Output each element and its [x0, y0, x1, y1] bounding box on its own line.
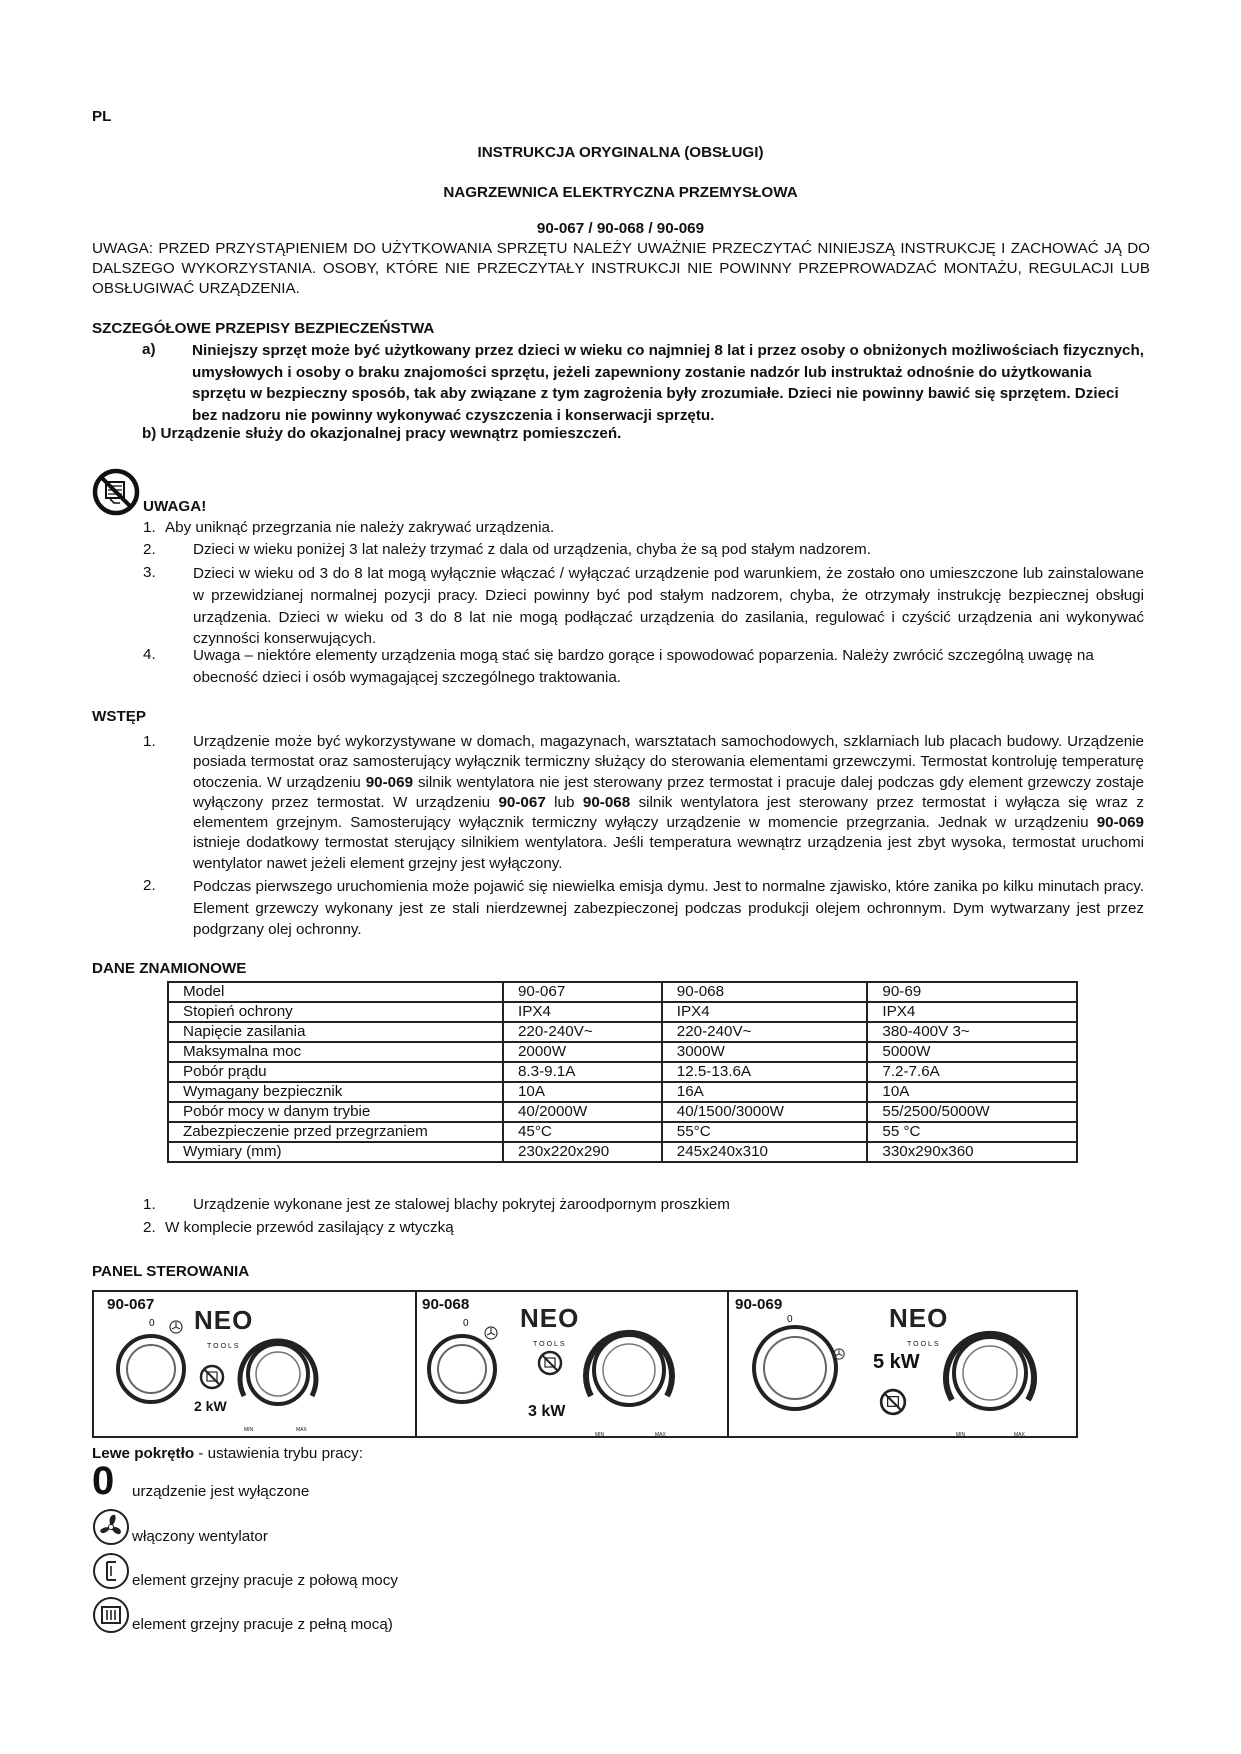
no-cover-warning-icon	[92, 468, 140, 516]
table-cell: 90-068	[662, 982, 868, 1002]
intro-heading: WSTĘP	[92, 708, 147, 725]
table-cell: 220-240V~	[503, 1022, 662, 1042]
model-numbers: 90-067 / 90-068 / 90-069	[536, 220, 705, 237]
table-cell: Stopień ochrony	[168, 1002, 503, 1022]
half-power-icon	[92, 1552, 130, 1590]
intro-p1-number: 1.	[143, 733, 156, 750]
no-cover-icon	[199, 1364, 225, 1390]
document-title: INSTRUKCJA ORYGINALNA (OBSŁUGI)	[477, 144, 764, 161]
table-cell: Zabezpieczenie przed przegrzaniem	[168, 1122, 503, 1142]
caution-item-1-number: 1.	[143, 519, 156, 536]
legend-item-fan: włączony wentylator	[132, 1528, 268, 1545]
table-cell: Pobór prądu	[168, 1062, 503, 1082]
table-cell: 55°C	[662, 1122, 868, 1142]
panel-model-label: 90-068	[422, 1296, 470, 1313]
table-cell: 2000W	[503, 1042, 662, 1062]
table-cell: 380-400V 3~	[867, 1022, 1077, 1042]
intro-p1-text-c: lub	[545, 793, 583, 811]
fan-icon	[833, 1348, 845, 1360]
intro-p2-number: 2.	[143, 877, 156, 894]
table-cell: Model	[168, 982, 503, 1002]
table-cell: Wymiary (mm)	[168, 1142, 503, 1162]
model-ref-90-069: 90-069	[365, 773, 414, 791]
table-cell: 12.5-13.6A	[662, 1062, 868, 1082]
table-row	[168, 1062, 1077, 1082]
ratings-table	[167, 981, 1078, 1163]
thermostat-knob[interactable]	[939, 1322, 1041, 1424]
no-cover-icon	[537, 1350, 563, 1376]
dial-zero-mark: 0	[149, 1318, 155, 1329]
safety-item-a: Niniejszy sprzęt może być użytkowany przez dzieci w wieku co najmniej 8 lat i przez osoby o obniżonych możliwościach fizycznych, umysłowych i osoby o braku znajomości sprzętu, jeżeli zapewniony zostanie nadzór lub instruktaż odnośnie do użytkowania sprzętu w bezpieczny sposób, tak aby związane z tym zagrożenia były zrozumiałe. Dzieci nie powinny bawić się sprzętem. Dzieci bez nadzoru nie powinny wykonywać czyszczenia i konserwacji sprzętu.	[192, 342, 1144, 424]
table-cell: 330x290x360	[867, 1142, 1077, 1162]
legend-item-half-power: element grzejny pracuje z połową mocy	[132, 1572, 398, 1589]
off-zero-icon: 0	[92, 1459, 115, 1503]
table-row	[168, 1122, 1077, 1142]
table-row	[168, 1002, 1077, 1022]
table-cell: 90-69	[867, 982, 1077, 1002]
brand-logo: NEO	[889, 1303, 949, 1333]
mode-knob[interactable]	[425, 1332, 499, 1406]
max-label: MAX	[655, 1432, 666, 1438]
full-power-icon	[92, 1596, 130, 1634]
legend-item-full-power: element grzejny pracuje z pełną mocą)	[132, 1616, 393, 1633]
min-label: MIN	[595, 1432, 605, 1438]
note-2-number: 2.	[143, 1219, 156, 1236]
thermostat-knob[interactable]	[579, 1320, 679, 1420]
power-label: 3 kW	[528, 1403, 566, 1420]
intro-p1-text-d: silnik wentylatora jest sterowany przez termostat i wyłącza się wraz z elementem grzejnym. Samosterujący wyłącznik termiczny wyłączy urządzenie w momencie przegrzania. Jednak w urządzeniu	[193, 793, 1144, 832]
brand-sub: TOOLS	[207, 1343, 241, 1350]
ratings-heading: DANE ZNAMIONOWE	[92, 960, 247, 977]
dial-zero-mark: 0	[463, 1318, 469, 1329]
table-cell: 45°C	[503, 1122, 662, 1142]
caution-item-3-number: 3.	[143, 564, 156, 581]
table-cell: 230x220x290	[503, 1142, 662, 1162]
note-2: W komplecie przewód zasilający z wtyczką	[165, 1219, 454, 1236]
intro-paragraph-1	[193, 732, 1144, 874]
caution-item-2: Dzieci w wieku poniżej 3 lat należy trzymać z dala od urządzenia, chyba że są pod stałym nadzorem.	[193, 541, 871, 558]
thermostat-knob[interactable]	[234, 1330, 322, 1418]
caution-heading: UWAGA!	[143, 498, 207, 515]
power-label: 5 kW	[873, 1351, 920, 1373]
note-1-number: 1.	[143, 1196, 156, 1213]
model-ref-90-069-b: 90-069	[1096, 814, 1144, 832]
max-label: MAX	[296, 1427, 307, 1433]
max-label: MAX	[1014, 1432, 1025, 1438]
table-cell: Pobór mocy w danym trybie	[168, 1102, 503, 1122]
legend-lead-rest: - ustawienia trybu pracy:	[194, 1445, 363, 1462]
note-1: Urządzenie wykonane jest ze stalowej blachy pokrytej żaroodpornym proszkiem	[193, 1196, 730, 1213]
table-row	[168, 1142, 1077, 1162]
min-label: MIN	[956, 1432, 966, 1438]
table-cell: 40/1500/3000W	[662, 1102, 868, 1122]
panel-model-label: 90-069	[735, 1296, 783, 1313]
panel-model-label: 90-067	[107, 1296, 155, 1313]
fan-icon	[484, 1326, 498, 1340]
table-cell: 55 °C	[867, 1122, 1077, 1142]
legend-item-off: urządzenie jest wyłączone	[132, 1483, 310, 1500]
panel-90-068	[417, 1290, 729, 1438]
intro-p1-text-e: istnieje dodatkowy termostat sterujący silnikiem wentylatora. Jeśli temperatura wewnątrz urządzenia jest zbyt wysoka, termostat uruchomi wentylator nawet jeżeli element grzejny jest wyłączony.	[193, 834, 1144, 872]
table-cell: IPX4	[503, 1002, 662, 1022]
mode-knob[interactable]	[114, 1332, 188, 1406]
panel-heading: PANEL STEROWANIA	[92, 1263, 250, 1280]
min-label: MIN	[244, 1427, 254, 1433]
warning-intro: UWAGA: PRZED PRZYSTĄPIENIEM DO UŻYTKOWANIA SPRZĘTU NALEŻY UWAŻNIE PRZECZYTAĆ NINIEJSZĄ INSTRUKCJĘ I ZACHOWAĆ JĄ DO DALSZEGO WYKORZYSTANIA. OSOBY, KTÓRE NIE PRZECZYTAŁY INSTRUKCJI NIE POWINNY PRZEPROWADZAĆ MONTAŻU, REGULACJI LUB OBSŁUGIWAĆ URZĄDZENIA.	[92, 240, 1150, 297]
brand-logo: NEO	[520, 1303, 580, 1333]
no-cover-icon	[879, 1388, 907, 1416]
table-cell: IPX4	[662, 1002, 868, 1022]
dial-zero-mark: 0	[787, 1314, 793, 1325]
table-cell: Maksymalna moc	[168, 1042, 503, 1062]
table-cell: 10A	[867, 1082, 1077, 1102]
table-cell: 40/2000W	[503, 1102, 662, 1122]
power-label: 2 kW	[194, 1398, 227, 1414]
table-cell: 90-067	[503, 982, 662, 1002]
model-ref-90-067: 90-067	[498, 793, 546, 811]
panel-90-069	[729, 1290, 1078, 1438]
table-row	[168, 1042, 1077, 1062]
legend-lead-bold: Lewe pokrętło	[92, 1445, 195, 1462]
safety-item-b: b) Urządzenie służy do okazjonalnej pracy wewnątrz pomieszczeń.	[142, 425, 622, 442]
model-ref-90-068: 90-068	[582, 793, 631, 811]
table-row	[168, 1022, 1077, 1042]
brand-sub: TOOLS	[533, 1341, 567, 1348]
safety-heading: SZCZEGÓŁOWE PRZEPISY BEZPIECZEŃSTWA	[92, 320, 435, 337]
table-row	[168, 982, 1077, 1002]
caution-item-2-number: 2.	[143, 541, 156, 558]
caution-item-3: Dzieci w wieku od 3 do 8 lat mogą wyłącznie włączać / wyłączać urządzenie pod warunkiem, że zostało ono umieszczone lub zainstalowane w przewidzianej normalnej pozycji pracy. Dzieci powinny być pod stałym nadzorem, chyba, że otrzymały instrukcję bezpiecznej obsługi urządzenia. Dzieci w wieku od 3 do 8 lat nie mogą podłączać urządzenia do zasilania, regulować i czyścić urządzenia ani wykonywać czynności konserwujących.	[193, 565, 1144, 648]
table-row	[168, 1102, 1077, 1122]
table-cell: Napięcie zasilania	[168, 1022, 503, 1042]
safety-item-a-marker: a)	[142, 341, 156, 358]
panel-90-067	[92, 1290, 417, 1438]
language-code: PL	[92, 108, 112, 125]
table-cell: 8.3-9.1A	[503, 1062, 662, 1082]
table-cell: 10A	[503, 1082, 662, 1102]
fan-mode-icon	[92, 1508, 130, 1546]
intro-p1-text-b: silnik wentylatora nie jest sterowany przez termostat i pracuje dalej podczas gdy element grzewczy zostaje wyłączony przez termostat. W urządzeniu	[193, 773, 1144, 811]
product-title: NAGRZEWNICA ELEKTRYCZNA PRZEMYSŁOWA	[443, 184, 798, 201]
caution-item-4-number: 4.	[143, 646, 156, 663]
table-cell: IPX4	[867, 1002, 1077, 1022]
table-cell: 55/2500/5000W	[867, 1102, 1077, 1122]
table-cell: 7.2-7.6A	[867, 1062, 1077, 1082]
mode-knob[interactable]	[749, 1322, 841, 1414]
brand-sub: TOOLS	[907, 1341, 941, 1348]
caution-item-4: Uwaga – niektóre elementy urządzenia mogą stać się bardzo gorące i spowodować poparzenia. Należy zwrócić szczególną uwagę na obecność dzieci i osób wymagającej szczególnego traktowania.	[193, 647, 1094, 686]
legend-lead	[92, 1444, 363, 1464]
caution-item-1: Aby uniknąć przegrzania nie należy zakrywać urządzenia.	[165, 519, 555, 536]
table-cell: 245x240x310	[662, 1142, 868, 1162]
table-cell: 16A	[662, 1082, 868, 1102]
fan-icon	[169, 1320, 183, 1334]
intro-p1-text-a: Urządzenie może być wykorzystywane w domach, magazynach, warsztatach samochodowych, szklarniach lub placach budowy. Urządzenie posiada termostat oraz samosterujący wyłącznik termiczny służący do sterowania elementami grzewczymi. Termostat kontroluję temperaturę otoczenia. W urządzeniu	[193, 733, 1144, 791]
table-cell: 220-240V~	[662, 1022, 868, 1042]
intro-paragraph-2: Podczas pierwszego uruchomienia może pojawić się niewielka emisja dymu. Jest to normalne zjawisko, które zanika po kilku minutach pracy. Element grzewczy wykonany jest ze stali nierdzewnej zabezpieczonej podczas produkcji olejem ochronnym. Dym wytwarzany jest przez podgrzany olej ochronny.	[193, 878, 1144, 938]
table-cell: Wymagany bezpiecznik	[168, 1082, 503, 1102]
table-cell: 3000W	[662, 1042, 868, 1062]
brand-logo: NEO	[194, 1305, 254, 1335]
table-row	[168, 1082, 1077, 1102]
table-cell: 5000W	[867, 1042, 1077, 1062]
